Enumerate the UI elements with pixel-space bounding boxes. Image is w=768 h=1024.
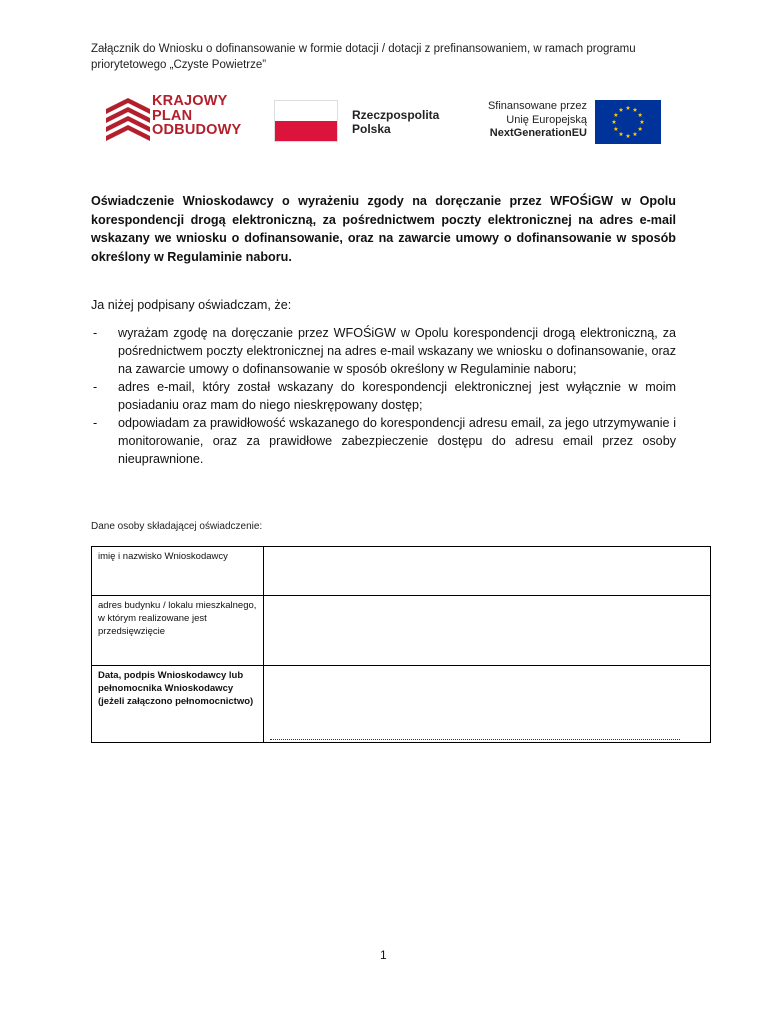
list-item (91, 378, 676, 414)
logo-bar (97, 94, 677, 150)
kpo-line2: PLAN (152, 107, 193, 124)
rp-line2: Polska (352, 122, 391, 136)
address-field[interactable] (264, 596, 711, 666)
statement-title: Oświadczenie Wnioskodawcy o wyrażeniu zgody na doręczanie przez WFOŚiGW w Opolu korespondencji drogą elektroniczną, za pośrednictwem poczty elektronicznej na adres e-mail wskazany we wniosku o dofinansowanie, oraz na zawarcie umowy o dofinansowanie w sposób określony w Regulaminie naboru. (91, 194, 676, 264)
signature-dotted-line (270, 739, 680, 740)
applicant-name-field[interactable] (264, 547, 711, 596)
bullet-marker: - (93, 416, 98, 430)
list-item-text: adres e-mail, który został wskazany do korespondencji elektronicznej jest wyłącznie w moim posiadaniu oraz mam do niego nieskrępowany dostęp; (118, 380, 676, 412)
table-row (92, 666, 711, 743)
signature-label: Data, podpis Wnioskodawcy lub pełnomocnika Wnioskodawcy (jeżeli załączono pełnomocnictwo) (92, 666, 264, 743)
polish-flag-icon (274, 100, 338, 142)
signature-field[interactable] (264, 666, 711, 743)
bullet-marker: - (93, 326, 98, 340)
list-item (91, 414, 676, 468)
applicant-name-label: imię i nazwisko Wnioskodawcy (92, 547, 264, 596)
rp-line1: Rzeczpospolita (352, 108, 440, 122)
applicant-data-table (91, 546, 711, 743)
rp-logo-text (352, 108, 439, 136)
bullet-marker: - (93, 380, 98, 394)
statement-intro: Ja niżej podpisany oświadczam, że: (91, 298, 292, 312)
table-caption: Dane osoby składającej oświadczenie: (91, 521, 263, 532)
list-item (91, 324, 676, 378)
eu-line3: NextGenerationEU (489, 127, 587, 139)
kpo-line1: KRAJOWY (152, 93, 228, 109)
eu-flag-icon (595, 100, 661, 144)
kpo-logo-text (152, 94, 241, 138)
page-number: 1 (380, 948, 387, 962)
eu-line1: Sfinansowane przez (487, 100, 587, 112)
eu-funding-text (469, 100, 587, 141)
eu-line2: Unię Europejską (506, 113, 587, 126)
attachment-header-note: Załącznik do Wniosku o dofinansowanie w formie dotacji / dotacji z prefinansowaniem, w ramach programu priorytetowego „Czyste Powietrze” (91, 43, 636, 71)
statement-list (91, 324, 676, 468)
list-item-text: wyrażam zgodę na doręczanie przez WFOŚiGW w Opolu korespondencji drogą elektroniczną, za pośrednictwem poczty elektronicznej na adres e-mail wskazany we wniosku o dofinansowanie, oraz na zawarcie umowy o dofinansowanie w sposób określony w Regulaminie naboru; (118, 326, 676, 376)
address-label: adres budynku / lokalu mieszkalnego, w którym realizowane jest przedsięwzięcie (92, 596, 264, 666)
table-row (92, 596, 711, 666)
table-row (92, 547, 711, 596)
list-item-text: odpowiadam za prawidłowość wskazanego do korespondencji adresu email, za jego utrzymywanie i monitorowanie, oraz za prawidłowe zabezpieczenie dostępu do adresu email przez osoby nieuprawnione. (118, 416, 676, 466)
kpo-line3: ODBUDOWY (152, 122, 242, 138)
